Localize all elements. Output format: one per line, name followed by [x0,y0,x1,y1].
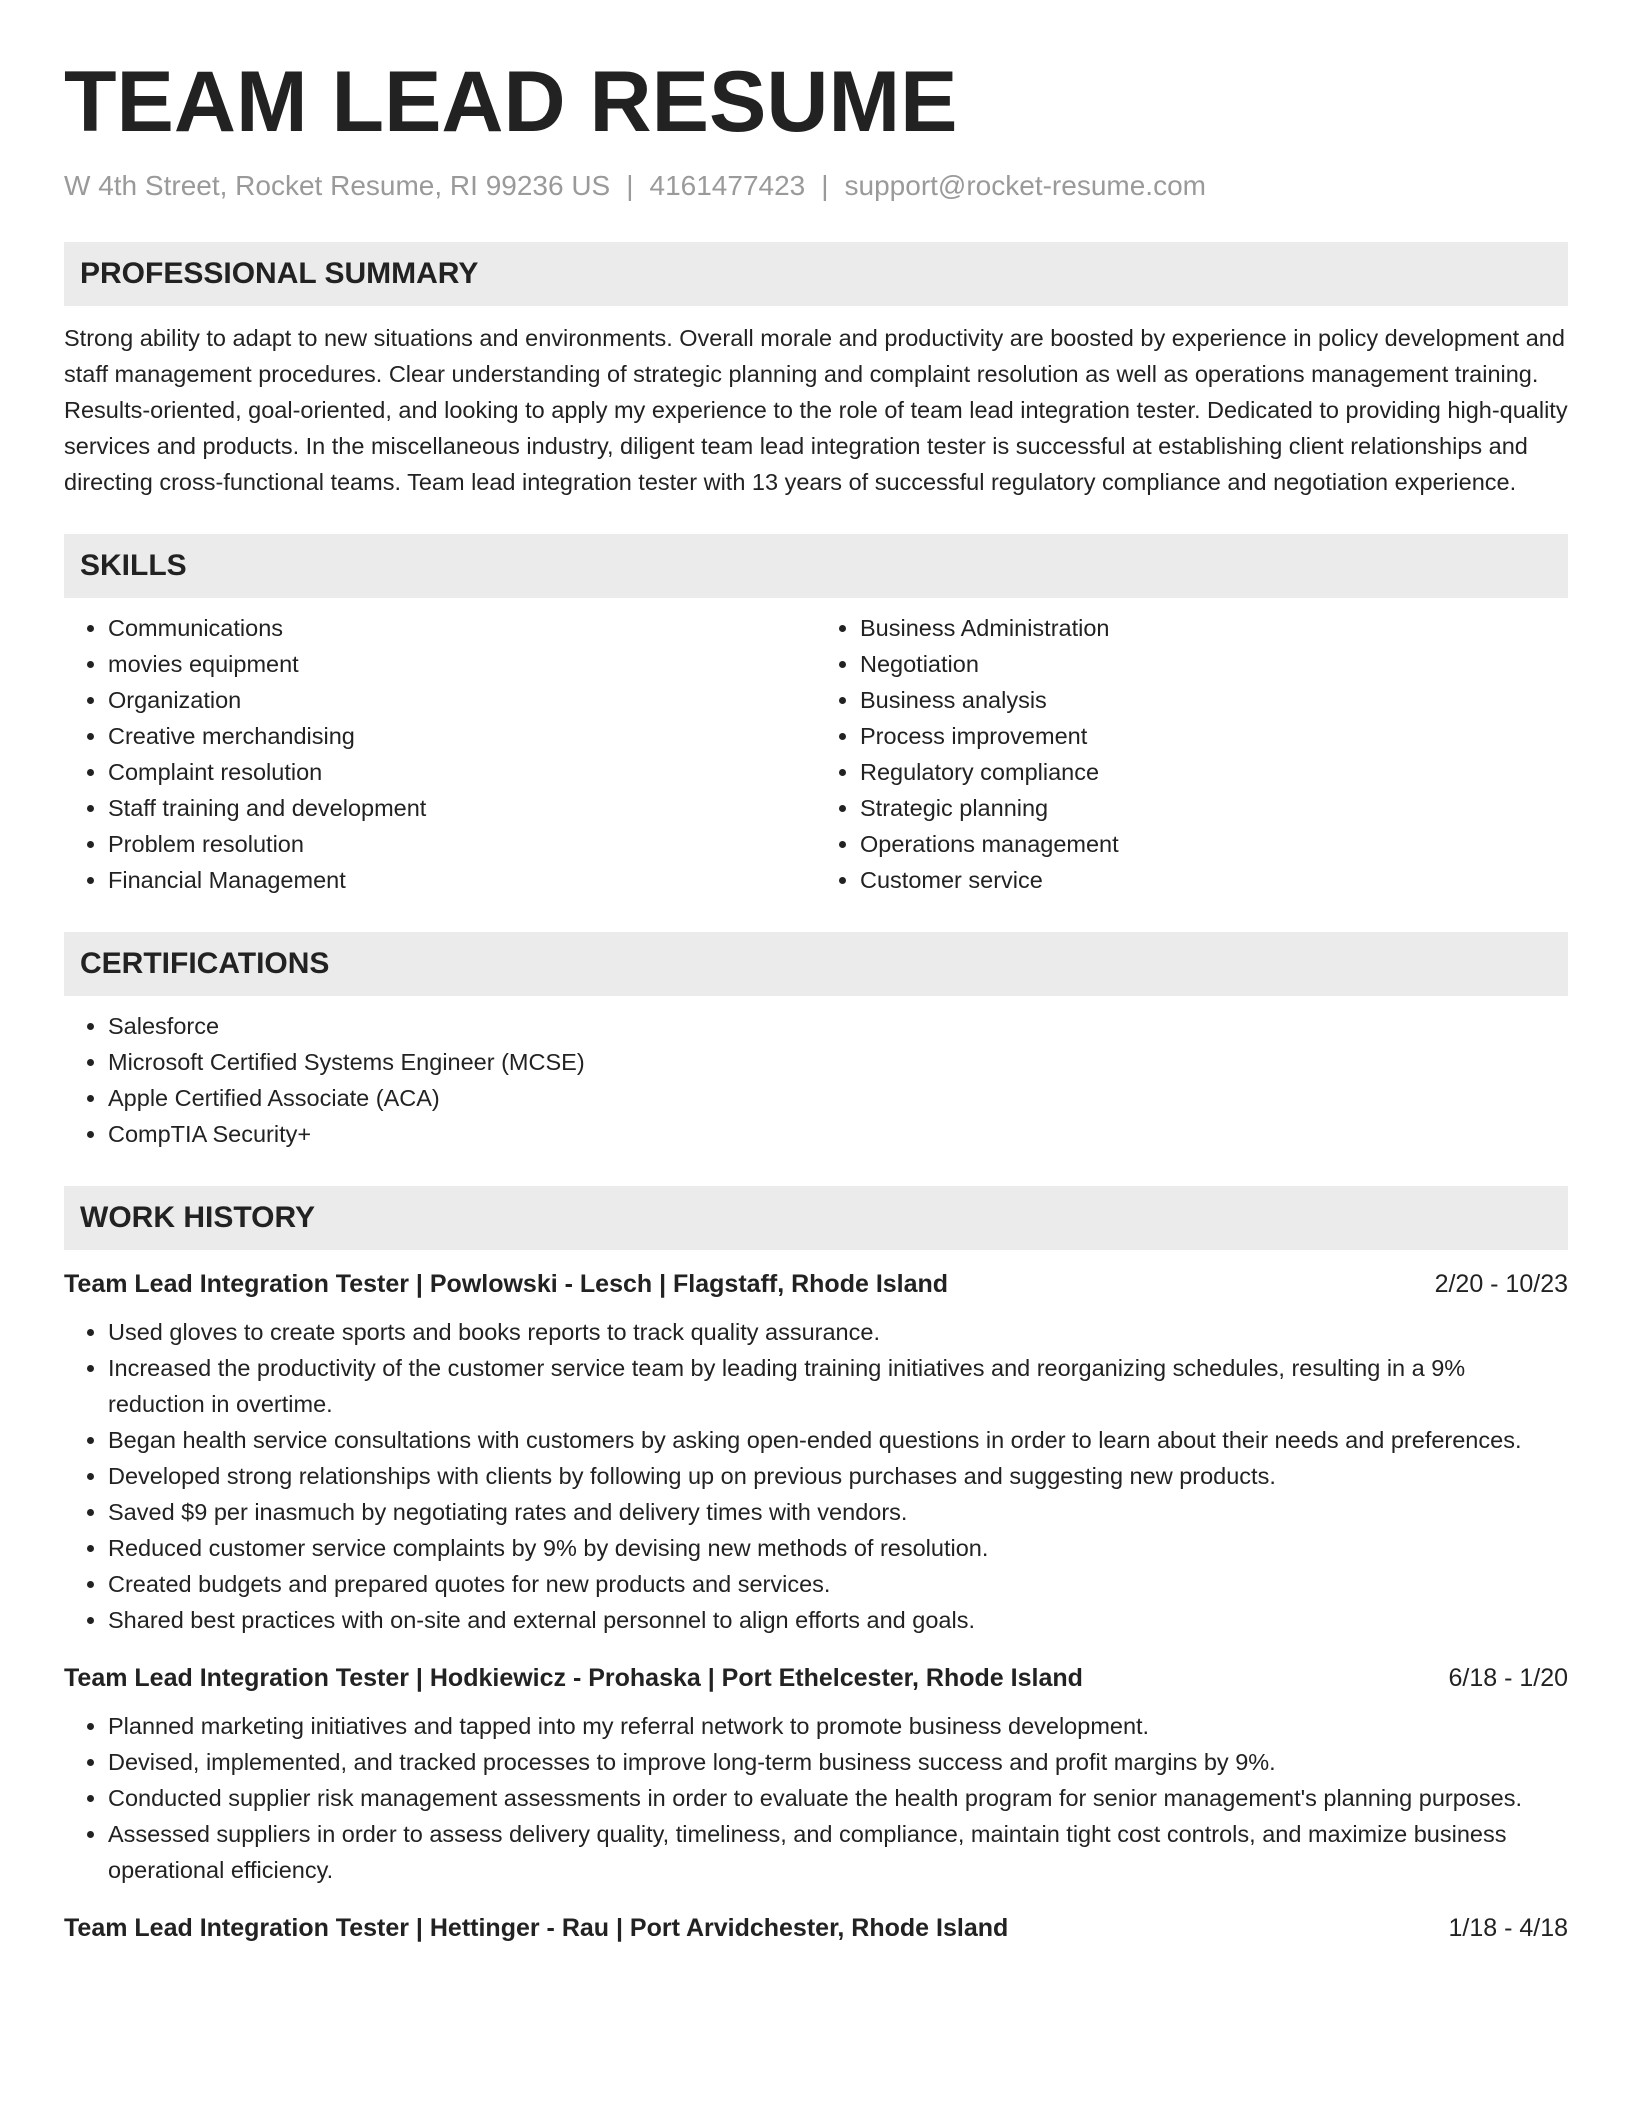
job-bullets [64,1708,1568,1888]
job-header [64,1266,1568,1302]
job-bullet: • Used gloves to create sports and books reports to track quality assurance. [108,1314,1568,1350]
job-bullets [64,1314,1568,1638]
contact-line [64,169,1568,203]
work-history-heading: WORK HISTORY [64,1186,1568,1250]
skills-heading: SKILLS [64,534,1568,598]
job-bullet: • Developed strong relationships with clients by following up on previous purchases and suggesting new products. [108,1458,1568,1494]
job-bullet: • Saved $9 per inasmuch by negotiating rates and delivery times with vendors. [108,1494,1568,1530]
skills-section [64,534,1568,898]
job-bullet: • Created budgets and prepared quotes for new products and services. [108,1566,1568,1602]
summary-text: Strong ability to adapt to new situations and environments. Overall morale and productivity are boosted by experience in policy development and staff management procedures. Clear understanding of strategic planning and complaint resolution as well as operations management training. Results-oriented, goal-oriented, and looking to apply my experience to the role of team lead integration tester. Dedicated to providing high-quality services and products. In the miscellaneous industry, diligent team lead integration tester is successful at establishing client relationships and directing cross-functional teams. Team lead integration tester with 13 years of successful regulatory compliance and negotiation experience. [64,324,1568,495]
job-entry [64,1910,1568,1946]
summary-heading: PROFESSIONAL SUMMARY [64,242,1568,306]
skill-item: • Financial Management [108,862,816,898]
skill-item: • Problem resolution [108,826,816,862]
skill-item: • Process improvement [860,718,1568,754]
work-history-section [64,1186,1568,1946]
skill-item: • Business analysis [860,682,1568,718]
job-dates: 2/20 - 10/23 [1434,1269,1568,1298]
job-bullet: • Conducted supplier risk management assessments in order to evaluate the health program for senior management's planning purposes. [108,1780,1568,1816]
skill-item: • Communications [108,610,816,646]
job-entry [64,1660,1568,1888]
certification-item: • Apple Certified Associate (ACA) [108,1080,1568,1116]
job-entry [64,1266,1568,1638]
certifications-list [64,1008,1568,1152]
job-bullet: • Increased the productivity of the customer service team by leading training initiatives and reorganizing schedules, resulting in a 9% reduction in overtime. [108,1350,1568,1422]
job-bullet: • Assessed suppliers in order to assess delivery quality, timeliness, and compliance, maintain tight cost controls, and maximize business operational efficiency. [108,1816,1568,1888]
certification-item: • Salesforce [108,1008,1568,1044]
certifications-heading: CERTIFICATIONS [64,932,1568,996]
skill-item: • Business Administration [860,610,1568,646]
skills-list-left [64,610,816,898]
skill-item: • Operations management [860,826,1568,862]
job-title: Team Lead Integration Tester | Hettinger - Rau | Port Arvidchester, Rhode Island [64,1913,1009,1942]
address-text: W 4th Street, Rocket Resume, RI 99236 US [64,169,611,201]
job-bullet: • Planned marketing initiatives and tapped into my referral network to promote business development. [108,1708,1568,1744]
skill-item: • Creative merchandising [108,718,816,754]
job-dates: 1/18 - 4/18 [1448,1913,1568,1942]
job-bullet: • Began health service consultations with customers by asking open-ended questions in order to learn about their needs and preferences. [108,1422,1568,1458]
certification-item: • Microsoft Certified Systems Engineer (MCSE) [108,1044,1568,1080]
phone-text: 4161477423 [649,169,806,201]
skill-item: • Organization [108,682,816,718]
skill-item: • Negotiation [860,646,1568,682]
skill-item: • Strategic planning [860,790,1568,826]
job-bullet: • Reduced customer service complaints by 9% by devising new methods of resolution. [108,1530,1568,1566]
certification-item: • CompTIA Security+ [108,1116,1568,1152]
job-header [64,1910,1568,1946]
contact-separator: | [626,169,634,201]
skill-item: • Regulatory compliance [860,754,1568,790]
contact-separator: | [821,169,829,201]
email-link[interactable]: support@rocket-resume.com [844,169,1206,201]
job-header [64,1660,1568,1696]
job-title: Team Lead Integration Tester | Hodkiewicz - Prohaska | Port Ethelcester, Rhode Island [64,1663,1083,1692]
summary-section [64,242,1568,500]
job-bullet: • Devised, implemented, and tracked processes to improve long-term business success and profit margins by 9%. [108,1744,1568,1780]
certifications-section [64,932,1568,1152]
skill-item: • Staff training and development [108,790,816,826]
resume-title: TEAM LEAD RESUME [64,54,958,150]
skills-list-right [816,610,1568,898]
job-bullet: • Shared best practices with on-site and external personnel to align efforts and goals. [108,1602,1568,1638]
skills-columns [64,610,1568,898]
skill-item: • Customer service [860,862,1568,898]
skill-item: • Complaint resolution [108,754,816,790]
job-dates: 6/18 - 1/20 [1448,1663,1568,1692]
job-title: Team Lead Integration Tester | Powlowski - Lesch | Flagstaff, Rhode Island [64,1269,949,1298]
skill-item: • movies equipment [108,646,816,682]
